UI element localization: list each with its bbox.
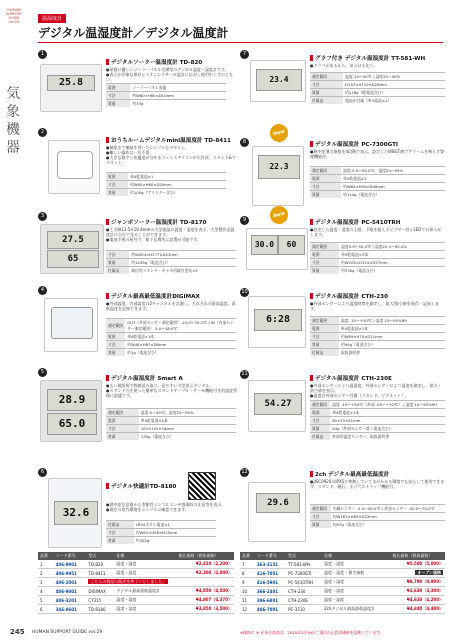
product-image <box>48 140 100 194</box>
cell-no: 4 <box>38 587 54 596</box>
spec-key: 電源 <box>310 325 339 333</box>
cell-code: 406-7001 <box>255 605 286 614</box>
spec-table <box>310 72 445 104</box>
item-number: 2 <box>38 128 47 137</box>
cell-price: ¥3,630（3,300） <box>390 587 445 596</box>
bullet: ●表示が印象な保存とステンレスサーモ温計に応対し使用中くずのとない。 <box>106 72 233 82</box>
cell-price: ¥3,850（3,500） <box>177 605 234 614</box>
cell-price: ¥4,620（4,200） <box>390 596 445 605</box>
item-number: 4 <box>38 286 47 295</box>
cell-no: 12 <box>240 605 255 614</box>
spec-key: 電源 <box>106 84 130 92</box>
cell-model: DIGIMAX <box>86 587 114 596</box>
cell-spec: 温度・湿度 <box>322 560 390 569</box>
cell-price: ¥4,807（4,370） <box>177 596 234 605</box>
order-table-left <box>38 552 234 614</box>
open-price-label: オープン価格 <box>417 570 441 575</box>
bullet: ●屋根に優しいソーラーパネル完備型のデジタル温度・湿度計です。 <box>106 67 229 72</box>
spec-value: 温度 -10～+50℃（外部 -50～+70℃） / 湿度 10～90%RH <box>330 401 445 409</box>
spec-key: 付属品 <box>106 267 129 275</box>
spec-value: 約W404×H277×D21mm <box>129 251 236 259</box>
product-bullets <box>106 301 238 311</box>
bullet: ●設定した温度・湿度の上限、下限を超えるとブザー音とLEDでお知らせします。 <box>310 227 442 237</box>
spec-key: 寸法 <box>310 81 343 89</box>
product-bullets <box>310 383 445 398</box>
cell-model: TD-820 <box>86 560 114 569</box>
spec-value: 約W80×H60×D10mm <box>130 92 226 100</box>
page-number: 245 <box>10 628 25 636</box>
bullet: ●JISC0920のIPX5に準拠していて水がかかる環境でも安心して使用できます。スタンド、磁石、ネジ穴ストラップ機能付。 <box>310 479 445 489</box>
bullet: ●外部センサーにより温度時間を測定し、最大/最小値を保存・記録します。 <box>310 301 439 311</box>
cell-no: 7 <box>240 560 255 569</box>
spec-value: 約114g（電池含む） <box>341 191 445 199</box>
section-kanji: 気象機器 <box>6 86 20 156</box>
cell-no: 6 <box>38 605 54 614</box>
cell-no: 2 <box>38 569 54 578</box>
bullet: ●熱中症暑さ指数を4段階で表示。設定したWBGT値でアラームを鳴らす警報機能付。 <box>310 149 445 159</box>
lcd-display: 29.6 <box>256 493 300 513</box>
spec-table <box>310 504 445 528</box>
spec-value: 約W65×H60×D20mm <box>128 181 226 189</box>
item-number: 7 <box>240 50 249 59</box>
spec-value: 温度0.0～50.0℃ / 湿度20.0～95.0% <box>339 243 445 251</box>
cell-model: PC-3710 <box>286 605 322 614</box>
spec-value: 取付用スタンド・キャス用取付金具×2 <box>129 267 236 275</box>
spec-key: 付属品 <box>310 433 330 441</box>
item-number: 11 <box>241 371 248 377</box>
spec-key: 質量 <box>106 100 130 108</box>
cell-code: 406-3201 <box>54 596 87 605</box>
product-title: デジタル温湿度計 PC-5410TRH <box>310 218 400 226</box>
cell-code: 406-9901 <box>54 560 87 569</box>
cell-price: ¥5,500（5,000） <box>390 560 445 569</box>
spec-value: 温度-5.0～50.0℃、湿度20～95% <box>341 167 445 175</box>
spec-key: 寸法 <box>106 425 139 433</box>
cell-code: 406-2001 <box>54 578 87 587</box>
table-row <box>240 596 445 605</box>
cell-price: ¥4,950（4,500） <box>177 587 234 596</box>
product-title: ジャンボソーラー温湿度計 TD-8170 <box>106 218 206 226</box>
item-number: 9 <box>240 216 249 225</box>
cell-code: 363-3151 <box>255 560 286 569</box>
bullet: ●大きな数字と快適度が分かるフェイスアイコンが大好評。スタンド&マグネット。 <box>106 155 236 165</box>
cell-spec: 温度・湿度 <box>322 578 390 587</box>
spec-key: 寸法 <box>106 251 129 259</box>
spec-value: 103×102×18mm <box>139 425 236 433</box>
product-bullets <box>310 479 445 489</box>
table-row <box>38 596 234 605</box>
product-image <box>248 380 306 432</box>
spec-value: 単3乾電池×3本 <box>339 251 445 259</box>
item-number: 1 <box>38 50 47 59</box>
bullet: ●電池不要の屋外で、様々な場所に設置が可能です。 <box>106 237 202 242</box>
product-image <box>40 380 102 442</box>
spec-key: 寸法 <box>106 92 130 100</box>
spec-table <box>106 318 236 356</box>
product-title: グラフ付き デジタル温湿度計 TT-581-WH <box>310 54 425 62</box>
spec-value: 外部用温度センサー、取扱説明書 <box>330 433 445 441</box>
table-row <box>240 605 445 614</box>
bullet: ●現在の室内環境をシンプルに確認できます。 <box>106 507 189 512</box>
table-row <box>38 560 234 569</box>
spec-key: 質量 <box>106 433 139 441</box>
table-row <box>240 560 445 569</box>
spec-key: 質量 <box>310 521 331 529</box>
spec-key: 質量 <box>310 191 341 199</box>
table-row <box>240 587 445 596</box>
spec-value: 約W48×H87×D8mm <box>125 341 236 349</box>
spec-table <box>106 172 226 196</box>
spec-value: 約97g（電池含む） <box>331 521 445 529</box>
cell-model: TD-8411 <box>86 569 114 578</box>
product-title: 2ch デジタル最高最低温度計 <box>310 470 389 478</box>
product-image <box>44 298 98 352</box>
bullet: ●難しい操作は一切不要。 <box>106 150 154 155</box>
spec-key: 寸法 <box>310 417 330 425</box>
cell-model: PC-5410TRH <box>286 578 322 587</box>
col-header: 税込価格（税抜価格） <box>177 552 234 560</box>
item-number: 10 <box>241 289 248 295</box>
lcd-display: 25.8 <box>47 75 95 91</box>
cell-spec: 温度・湿度 <box>322 596 390 605</box>
spec-value: OUT（外部センサー測定範囲）-20.0～70.0℃ / IN（内部センサー測定範囲）-5.0～48.0℃ <box>125 319 236 333</box>
lcd-display-humid: 60 <box>278 235 305 255</box>
spec-key: 質量 <box>106 189 128 197</box>
cell-spec: 温度・湿度 <box>114 569 176 578</box>
spec-table <box>106 250 236 274</box>
spec-key: 測定範囲 <box>106 319 125 333</box>
spec-key: 電源 <box>106 417 139 425</box>
cell-code: 406-9001 <box>54 587 87 596</box>
spec-value: 約176g（乾電池含む） <box>343 89 445 97</box>
cell-code: 416-7051 <box>255 569 286 578</box>
cell-code: 406-9951 <box>54 569 87 578</box>
cell-price: ¥4,840（4,400） <box>390 605 445 614</box>
cell-no: 8 <box>240 569 255 578</box>
spec-value: 温度-5～49℃、湿度20～95% <box>139 409 236 417</box>
product-bullets <box>106 383 238 398</box>
footer-note: ※価格に ⦿ がある商品は、2025年2月19日ご案内の正誤表価格を反映しています。 <box>240 630 384 635</box>
product-title: デジタル温湿度計 CTH-230 <box>310 292 388 300</box>
spec-key: 電源 <box>106 173 128 181</box>
cell-code: 346-0601 <box>54 605 87 614</box>
spec-value: 約W187×H65×D23mm <box>331 513 445 521</box>
cell-no: 1 <box>38 560 54 569</box>
lcd-display: 54.27 <box>254 393 302 415</box>
spec-value: 温度 -10～+50℃ / 湿度 10～90%RH <box>339 317 445 325</box>
item-number: 6 <box>38 468 47 477</box>
product-bullets <box>310 301 445 311</box>
spec-key: 寸法 <box>310 513 331 521</box>
cell-price: ¥2,420（2,200） <box>177 560 234 569</box>
lcd-display: 22.3 <box>258 155 300 179</box>
product-bullets <box>106 227 238 242</box>
item-number: 12 <box>241 469 248 475</box>
product-bullets <box>310 63 445 68</box>
spec-key: 測定範囲 <box>310 167 341 175</box>
spec-value: LR44ボタン電池×1 <box>134 521 216 529</box>
product-image <box>248 482 306 542</box>
discontinued-note: こちらの商品は販売を終了いたしました。 <box>90 579 167 584</box>
spec-value: 約94g（電池含む） <box>339 341 445 349</box>
spec-value: 約1g（電池含む） <box>125 349 236 357</box>
col-header: コード番号 <box>54 552 87 560</box>
lcd-display: 23.4 <box>256 69 302 91</box>
spec-key: 電源 <box>106 333 125 341</box>
cell-no: 10 <box>240 587 255 596</box>
cell-spec: 温度・湿度 <box>114 605 176 614</box>
page-title: デジタル温湿度計／デジタル温度計 <box>38 26 229 40</box>
col-header: 税込価格（税抜価格） <box>390 552 445 560</box>
cell-price: ¥2,200（2,000） <box>177 569 234 578</box>
spec-key: 寸法 <box>310 183 341 191</box>
spec-key: 測定範囲 <box>310 317 339 325</box>
spec-key: 付属品 <box>310 349 339 357</box>
spec-key: 測定範囲 <box>310 401 330 409</box>
spec-value: 135g（電池含む） <box>139 433 236 441</box>
spec-value: 約100g（アリスター含む） <box>128 189 226 197</box>
spec-key: 質量 <box>106 259 129 267</box>
spec-value: 単4乾電池×1本 <box>139 417 236 425</box>
spec-value: 取扱説明書 <box>339 349 445 357</box>
spec-value: D157×H110×D28mm <box>343 81 445 89</box>
cell-spec: 温度・湿度 <box>322 587 390 596</box>
side-band <box>0 0 26 644</box>
spec-key: 質量 <box>310 341 339 349</box>
cell-code: 396-6801 <box>255 596 286 605</box>
spec-table <box>106 83 226 107</box>
cell-price: ¥9,790（8,900） <box>390 578 445 587</box>
cell-model: PC-7300GTI <box>286 569 322 578</box>
spec-value: 約W89×H70×D21mm <box>339 333 445 341</box>
spec-value: 約W200×H154×D27mm <box>339 259 445 267</box>
product-title: デジタル温湿度計 Smart A <box>106 374 183 382</box>
product-image <box>48 478 102 548</box>
qr-code-icon <box>188 472 216 500</box>
spec-key: 寸法 <box>106 529 134 537</box>
brand-label: HUMAN SUPPORT GUIDE vol.29 <box>5 8 23 24</box>
item-number: 5 <box>38 368 47 377</box>
product-image <box>246 228 308 270</box>
bullet: ●熱中症注意報から季節性インフルエンザ感染時の注意等を表示。 <box>106 502 226 507</box>
spec-key: 寸法 <box>310 333 339 341</box>
cell-spec: デジタル最高最低温度計 <box>114 587 176 596</box>
table-row-discontinued <box>38 578 234 587</box>
spec-table <box>310 400 445 440</box>
category-tag: 温湿度計 <box>38 14 66 23</box>
table-row <box>240 569 445 578</box>
spec-key: 質量 <box>310 89 343 97</box>
cell-model: CT315 <box>86 596 114 605</box>
product-bullets <box>310 227 445 237</box>
bullet: ●外部温度、内部温度の2チャンネルを計測し、それぞれの最高温度、最低温度を記録できます。 <box>106 301 236 311</box>
product-image <box>248 296 306 348</box>
cell-spec: 温度・湿度 <box>114 560 176 569</box>
spec-key: 付属品 <box>310 97 343 105</box>
spec-value: 電池が付属（単3電池×1） <box>343 97 445 105</box>
spec-key: 質量 <box>310 267 339 275</box>
table-row <box>38 587 234 596</box>
spec-table <box>310 166 445 198</box>
spec-key: 質量 <box>106 537 134 545</box>
product-title: デジタル温湿度計 CTH-230E <box>310 374 392 382</box>
spec-key: 寸法 <box>106 341 125 349</box>
bullet: ●温度計外部センサー付属（スタンド、マグネット）。 <box>310 393 410 398</box>
bullet: ●上半瞬12.5×19.4mmの大型液晶に温度・湿度を表示、大型製作品温度計に自分で見ることができます。 <box>106 227 235 237</box>
spec-value: 単4乾電池×1本 <box>125 333 236 341</box>
bullet: ●極限まで無駄を省いたシンプルなデザイン。 <box>106 145 189 150</box>
title-rule <box>38 42 443 43</box>
spec-key: 測定範囲 <box>310 505 331 513</box>
lcd-display-temp: 28.9 <box>47 389 97 411</box>
table-row <box>38 605 234 614</box>
spec-value: 約330g（電池含む） <box>339 267 445 275</box>
spec-value: 約352g <box>134 537 216 545</box>
bullet: ●広い視野角で数値読み取り、見やすい大型表示デジタル。 <box>106 383 213 388</box>
product-bullets <box>106 67 238 82</box>
spec-key: 寸法 <box>106 181 128 189</box>
lcd-display: 6:28 <box>254 309 302 331</box>
col-header: 品番 <box>38 552 54 560</box>
table-row <box>240 578 445 587</box>
product-bullets <box>106 502 238 512</box>
cell-spec: 2chデジタル最高最低温度計 <box>322 605 390 614</box>
spec-key: 質量 <box>310 425 330 433</box>
bullet: ●グラフがあるから、気づける化へ。 <box>310 63 378 68</box>
cell-model: CTH-230E <box>286 596 322 605</box>
spec-table <box>310 242 445 274</box>
cell-code: 366-2401 <box>255 587 286 596</box>
cell-model: TT-581-WH <box>286 560 322 569</box>
col-header: コード番号 <box>255 552 286 560</box>
spec-key: 電源 <box>310 175 341 183</box>
spec-key: 付属品 <box>106 521 134 529</box>
spec-value: 64g（外部センサー除く電池含む） <box>330 425 445 433</box>
lcd-display-humid: 65 <box>47 250 99 268</box>
spec-value: 約W65×H58×D15mm <box>134 529 216 537</box>
spec-table <box>106 520 216 544</box>
product-title: デジタルソーラー温湿度計 TD-820 <box>106 58 202 66</box>
device-body <box>57 151 93 179</box>
cell-model: CTH-230 <box>286 587 322 596</box>
lcd-display-humid: 65.0 <box>47 413 97 435</box>
lcd-display-temp: 30.0 <box>251 235 278 255</box>
spec-value: 温度-10～50℃ / 湿度20～90% <box>343 73 445 81</box>
cell-no: 9 <box>240 578 255 587</box>
spec-table <box>310 316 445 356</box>
item-number: 3 <box>38 212 47 221</box>
col-header: 仕様 <box>322 552 390 560</box>
col-header: 仕様 <box>114 552 176 560</box>
footer-guide: HUMAN SUPPORT GUIDE vol.29 <box>32 630 103 635</box>
device-body <box>51 307 93 339</box>
spec-value: 単4乾電池×1 <box>128 173 226 181</box>
cell-no: 11 <box>240 596 255 605</box>
col-header: 品番 <box>240 552 255 560</box>
table-row <box>38 569 234 578</box>
product-title: デジタル温湿度計 PC-7300GTI <box>310 140 398 148</box>
order-table-right <box>240 552 445 614</box>
product-image <box>252 146 304 206</box>
product-title: デジタル快適計TD-8180 <box>106 482 176 490</box>
new-badge: New <box>268 204 290 226</box>
spec-value: 単4乾電池×2 <box>341 175 445 183</box>
product-image <box>40 224 104 274</box>
lcd-display-temp: 27.5 <box>47 231 99 249</box>
spec-key: 測定範囲 <box>106 409 139 417</box>
cell-no: 5 <box>38 596 54 605</box>
cell-spec: 温度・湿度 <box>114 596 176 605</box>
spec-value: 単4乾電池×1本 <box>339 325 445 333</box>
cell-model: TD-8180 <box>86 605 114 614</box>
new-badge: New <box>268 122 290 144</box>
product-bullets <box>310 149 445 159</box>
bullet: ●外部センサーにより温湿度、外部センサーにより温度を測定し、最大・最小値を表示。 <box>310 383 442 393</box>
spec-key: 測定範囲 <box>310 243 339 251</box>
bullet: ●スタンド式を使った簡単なスタンドテーブル・サーモ機能付き的温度管理に最適です。 <box>106 388 238 398</box>
product-image <box>40 64 102 112</box>
cell-no: 3 <box>38 578 54 587</box>
lcd-display: 32.6 <box>54 501 98 525</box>
spec-value: 内蔵センサー -5.0～50.0℃ / 外部センサー -50.0～70.0℃ <box>331 505 445 513</box>
product-image <box>250 60 306 102</box>
col-header: 型式 <box>86 552 114 560</box>
product-title: デジタル最高最低温度計DIGIMAX <box>106 292 200 300</box>
spec-key: 電源 <box>310 409 330 417</box>
spec-value: 約33g <box>130 100 226 108</box>
spec-value: 約1200g（電池含む） <box>129 259 236 267</box>
spec-key: 質量 <box>106 349 125 357</box>
spec-value: 80×70×21mm <box>330 417 445 425</box>
spec-key: 測定範囲 <box>310 73 343 81</box>
spec-table <box>106 408 236 440</box>
product-title: おうちルームデジタルmini温湿度計 TD-8411 <box>106 136 231 144</box>
product-bullets <box>106 145 238 165</box>
spec-value: 単4乾電池×1本 <box>330 409 445 417</box>
cell-code: 416-5901 <box>255 578 286 587</box>
item-number: 8 <box>240 138 249 147</box>
spec-value: 約W84×H94×D46mm <box>341 183 445 191</box>
col-header: 型式 <box>286 552 322 560</box>
spec-key: 寸法 <box>310 259 339 267</box>
cell-spec: 温度・湿度・暑さ指数 <box>322 569 390 578</box>
spec-value: ソーラーパネル発電 <box>130 84 226 92</box>
spec-key: 電源 <box>310 251 339 259</box>
